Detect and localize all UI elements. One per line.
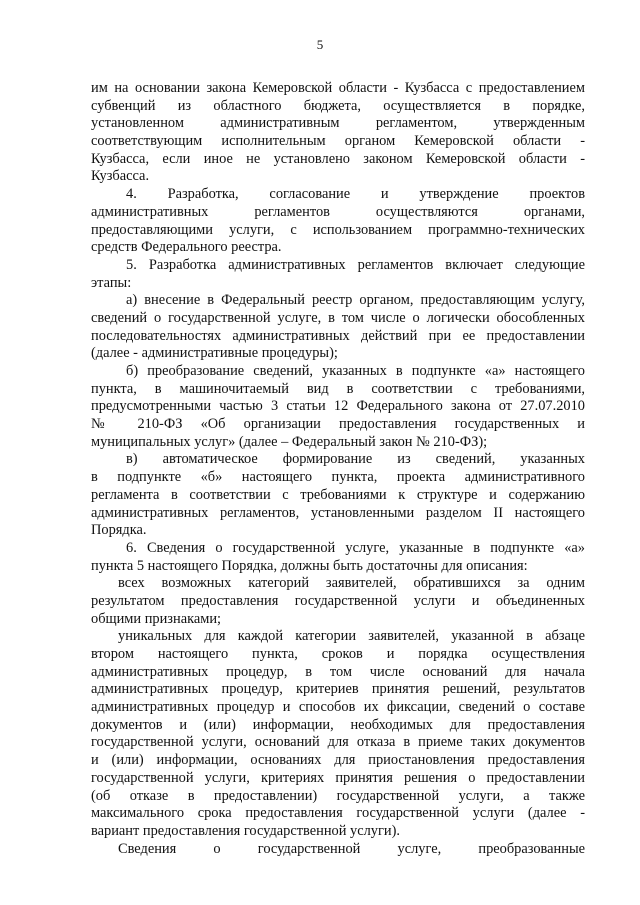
text-line: 4. Разработка, согласование и утверждение проектов <box>126 186 585 203</box>
text-line: Сведения о государственной услуге, преобразованные <box>118 840 585 857</box>
text-line: последовательностях административных действий при ее предоставлении <box>91 327 585 344</box>
text-line: в) автоматическое формирование из сведений, указанных <box>126 451 585 468</box>
text-line: (об отказе в предоставлении) государственной услуги, а также <box>91 787 585 804</box>
text-line: и (или) информации, основаниях для приостановления предоставления <box>91 752 585 769</box>
text-line: сведений о государственной услуге, в том числе о логически обособленных <box>91 309 585 326</box>
text-line: Порядка. <box>91 522 147 539</box>
text-line: административных процедур, в том числе оснований для начала <box>91 663 585 680</box>
text-line: муниципальных услуг» (далее – Федеральный закон № 210-ФЗ); <box>91 433 488 450</box>
text-line: Кузбасса. <box>91 168 150 185</box>
text-line: уникальных для каждой категории заявителей, указанной в абзаце <box>118 628 585 645</box>
text-line: 5. Разработка административных регламентов включает следующие <box>126 256 585 273</box>
text-line: пункта, в машиночитаемый вид в соответствии с требованиями, <box>91 380 585 397</box>
text-line: максимального срока предоставления государственной услуги (далее - <box>91 805 585 822</box>
text-line: Кузбасса, если иное не установлено законом Кемеровской области - <box>91 150 585 167</box>
text-line: предоставляющими услуги, с использованием программно-технических <box>91 221 585 238</box>
text-line: предусмотренными частью 3 статьи 12 Федерального закона от 27.07.2010 <box>91 398 585 415</box>
text-line: документов и (или) информации, необходимых для предоставления <box>91 716 585 733</box>
text-line: (далее - административные процедуры); <box>91 345 338 362</box>
text-line: общими признаками; <box>91 610 222 627</box>
text-line: № 210-ФЗ «Об организации предоставления государственных и <box>91 416 585 433</box>
text-line: соответствующим исполнительным органом Кемеровской области - <box>91 133 585 150</box>
text-line: этапы: <box>91 274 132 291</box>
text-line: регламента в соответствии с требованиями к структуре и содержанию <box>91 486 585 503</box>
document-body <box>91 80 585 858</box>
text-line: вариант предоставления государственной услуги). <box>91 822 400 839</box>
text-line: административных регламентов, установленными разделом II настоящего <box>91 504 585 521</box>
text-line: установленном административным регламентом, утвержденным <box>91 115 585 132</box>
text-line: государственной услуги, оснований для отказа в приеме таких документов <box>91 734 585 751</box>
text-line: всех возможных категорий заявителей, обратившихся за одним <box>118 575 585 592</box>
text-line: государственной услуги, критериях принятия решения о предоставлении <box>91 769 585 786</box>
text-line: в подпункте «б» настоящего пункта, проекта административного <box>91 469 585 486</box>
text-line: пункта 5 настоящего Порядка, должны быть достаточны для описания: <box>91 557 528 574</box>
text-line: втором настоящего пункта, сроков и порядка осуществления <box>91 646 585 662</box>
text-line: а) внесение в Федеральный реестр органом, предоставляющим услугу, <box>126 292 585 309</box>
text-line: субвенций из областного бюджета, осуществляется в порядке, <box>91 97 585 114</box>
text-line: им на основании закона Кемеровской области - Кузбасса с предоставлением <box>91 80 585 96</box>
text-line: административных процедур, критериев принятия решений, результатов <box>91 681 585 698</box>
page-number: 5 <box>316 37 324 52</box>
text-line: 6. Сведения о государственной услуге, указанные в подпункте «а» <box>126 539 585 556</box>
text-line: б) преобразование сведений, указанных в подпункте «а» настоящего <box>126 363 585 379</box>
text-line: административных регламентов осуществляются органами, <box>91 203 585 220</box>
text-line: средств Федерального реестра. <box>91 239 282 256</box>
text-line: результатом предоставления государственной услуги и объединенных <box>91 592 585 609</box>
text-line: административных процедур и способов их фиксации, сведений о составе <box>91 699 585 716</box>
